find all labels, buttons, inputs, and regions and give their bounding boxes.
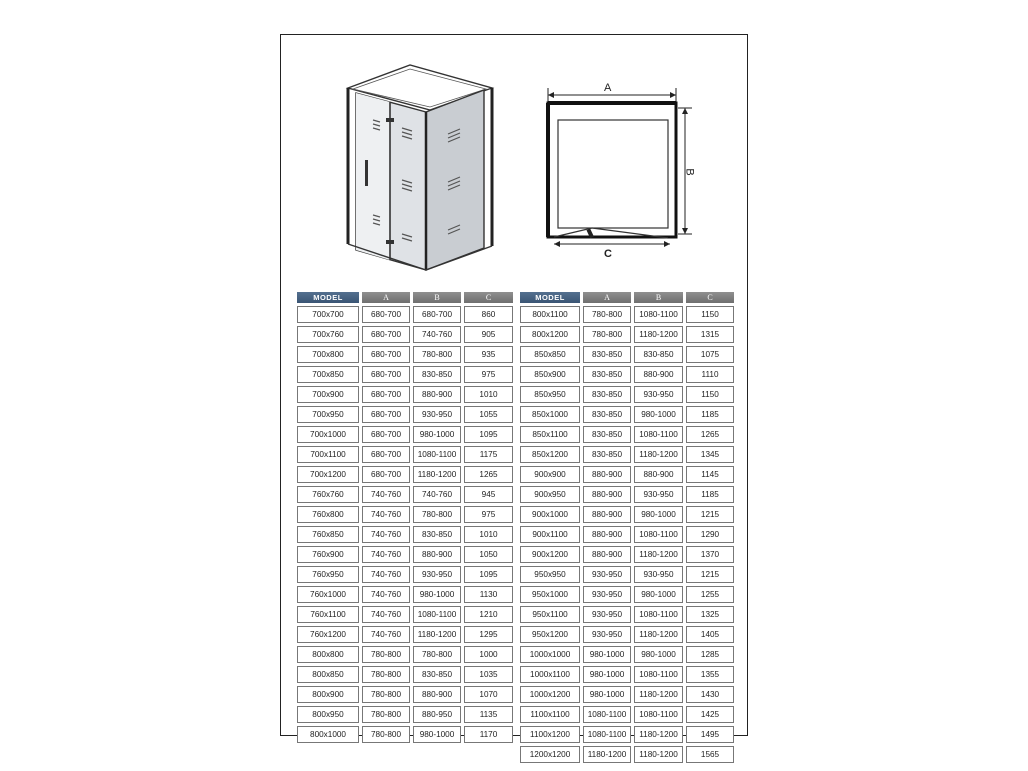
a-cell: 1080-1100 — [583, 706, 631, 723]
a-cell: 830-850 — [583, 406, 631, 423]
table-row — [297, 306, 513, 323]
c-cell: 1055 — [464, 406, 513, 423]
table-row — [297, 646, 513, 663]
a-cell: 830-850 — [583, 346, 631, 363]
b-cell: 930-950 — [634, 566, 683, 583]
b-cell: 880-900 — [413, 686, 461, 703]
c-cell: 1495 — [686, 726, 734, 743]
b-cell: 1080-1100 — [634, 706, 683, 723]
model-cell: 700x800 — [297, 346, 359, 363]
c-cell: 1095 — [464, 566, 513, 583]
model-cell: 760x900 — [297, 546, 359, 563]
table-row — [297, 726, 513, 743]
a-cell: 680-700 — [362, 366, 410, 383]
table-row — [297, 506, 513, 523]
a-cell: 740-760 — [362, 626, 410, 643]
a-cell: 830-850 — [583, 386, 631, 403]
c-cell: 1110 — [686, 366, 734, 383]
c-cell: 1150 — [686, 386, 734, 403]
c-cell: 1185 — [686, 486, 734, 503]
c-cell: 905 — [464, 326, 513, 343]
c-cell: 1010 — [464, 526, 513, 543]
b-cell: 1080-1100 — [413, 606, 461, 623]
model-cell: 800x1000 — [297, 726, 359, 743]
model-cell: 760x800 — [297, 506, 359, 523]
model-cell: 850x850 — [520, 346, 580, 363]
b-cell: 780-800 — [413, 506, 461, 523]
b-cell: 1080-1100 — [634, 606, 683, 623]
a-cell: 1080-1100 — [583, 726, 631, 743]
sizes-table-left — [294, 289, 516, 746]
b-cell: 740-760 — [413, 486, 461, 503]
b-cell: 740-760 — [413, 326, 461, 343]
a-cell: 780-800 — [362, 726, 410, 743]
b-cell: 880-950 — [413, 706, 461, 723]
b-cell: 980-1000 — [634, 406, 683, 423]
table-row — [297, 486, 513, 503]
table-body — [520, 306, 734, 763]
a-cell: 980-1000 — [583, 646, 631, 663]
a-cell: 680-700 — [362, 326, 410, 343]
a-cell: 780-800 — [362, 666, 410, 683]
a-cell: 680-700 — [362, 306, 410, 323]
a-cell: 930-950 — [583, 566, 631, 583]
c-cell: 1255 — [686, 586, 734, 603]
a-cell: 780-800 — [583, 306, 631, 323]
a-cell: 740-760 — [362, 546, 410, 563]
a-cell: 880-900 — [583, 486, 631, 503]
header-a: A — [583, 292, 631, 303]
b-cell: 1180-1200 — [634, 686, 683, 703]
a-cell: 740-760 — [362, 486, 410, 503]
model-cell: 800x1100 — [520, 306, 580, 323]
model-cell: 950x1000 — [520, 586, 580, 603]
b-cell: 880-900 — [413, 546, 461, 563]
header-c: C — [464, 292, 513, 303]
a-cell: 880-900 — [583, 526, 631, 543]
model-cell: 850x950 — [520, 386, 580, 403]
table-row — [520, 646, 734, 663]
b-cell: 1180-1200 — [634, 726, 683, 743]
model-cell: 900x1000 — [520, 506, 580, 523]
header-b: B — [413, 292, 461, 303]
table-body — [297, 306, 513, 743]
a-cell: 680-700 — [362, 466, 410, 483]
model-cell: 700x760 — [297, 326, 359, 343]
model-cell: 950x1100 — [520, 606, 580, 623]
b-cell: 930-950 — [634, 486, 683, 503]
b-cell: 1080-1100 — [634, 666, 683, 683]
table-row — [297, 626, 513, 643]
header-b: B — [634, 292, 683, 303]
c-cell: 1170 — [464, 726, 513, 743]
table-row — [520, 306, 734, 323]
table-row — [520, 366, 734, 383]
header-c: C — [686, 292, 734, 303]
b-cell: 980-1000 — [413, 426, 461, 443]
table-row — [297, 566, 513, 583]
c-cell: 1070 — [464, 686, 513, 703]
table-row — [520, 526, 734, 543]
table-row — [520, 506, 734, 523]
header-model: MODEL — [297, 292, 359, 303]
a-cell: 830-850 — [583, 366, 631, 383]
model-cell: 900x1200 — [520, 546, 580, 563]
a-cell: 680-700 — [362, 446, 410, 463]
model-cell: 900x900 — [520, 466, 580, 483]
a-cell: 740-760 — [362, 606, 410, 623]
model-cell: 800x800 — [297, 646, 359, 663]
a-cell: 980-1000 — [583, 666, 631, 683]
model-cell: 850x1200 — [520, 446, 580, 463]
model-cell: 850x1100 — [520, 426, 580, 443]
table-row — [520, 626, 734, 643]
a-cell: 780-800 — [362, 686, 410, 703]
b-cell: 1180-1200 — [634, 446, 683, 463]
b-cell: 780-800 — [413, 646, 461, 663]
a-cell: 740-760 — [362, 566, 410, 583]
b-cell: 1080-1100 — [634, 526, 683, 543]
a-cell: 930-950 — [583, 586, 631, 603]
model-cell: 850x1000 — [520, 406, 580, 423]
table-row — [520, 746, 734, 763]
c-cell: 1175 — [464, 446, 513, 463]
model-cell: 700x900 — [297, 386, 359, 403]
b-cell: 680-700 — [413, 306, 461, 323]
table-row — [520, 606, 734, 623]
model-cell: 760x950 — [297, 566, 359, 583]
a-cell: 830-850 — [583, 426, 631, 443]
b-cell: 880-900 — [634, 466, 683, 483]
a-cell: 880-900 — [583, 466, 631, 483]
c-cell: 1370 — [686, 546, 734, 563]
a-cell: 680-700 — [362, 406, 410, 423]
table-row — [520, 486, 734, 503]
a-cell: 1180-1200 — [583, 746, 631, 763]
model-cell: 1000x1000 — [520, 646, 580, 663]
c-cell: 1345 — [686, 446, 734, 463]
c-cell: 975 — [464, 506, 513, 523]
c-cell: 1355 — [686, 666, 734, 683]
model-cell: 700x1200 — [297, 466, 359, 483]
b-cell: 930-950 — [634, 386, 683, 403]
c-cell: 1010 — [464, 386, 513, 403]
table-row — [297, 346, 513, 363]
b-cell: 930-950 — [413, 406, 461, 423]
table-row — [297, 686, 513, 703]
c-cell: 1050 — [464, 546, 513, 563]
a-cell: 880-900 — [583, 506, 631, 523]
b-cell: 1180-1200 — [634, 326, 683, 343]
model-cell: 700x1100 — [297, 446, 359, 463]
table-row — [520, 466, 734, 483]
table-row — [297, 326, 513, 343]
b-cell: 980-1000 — [413, 586, 461, 603]
c-cell: 1210 — [464, 606, 513, 623]
a-cell: 740-760 — [362, 586, 410, 603]
b-cell: 1080-1100 — [413, 446, 461, 463]
b-cell: 980-1000 — [634, 586, 683, 603]
c-cell: 935 — [464, 346, 513, 363]
table-header-row — [520, 292, 734, 303]
b-cell: 830-850 — [413, 666, 461, 683]
a-cell: 680-700 — [362, 426, 410, 443]
table-row — [297, 466, 513, 483]
model-cell: 800x950 — [297, 706, 359, 723]
c-cell: 1185 — [686, 406, 734, 423]
model-cell: 1000x1100 — [520, 666, 580, 683]
model-cell: 1200x1200 — [520, 746, 580, 763]
model-cell: 700x950 — [297, 406, 359, 423]
c-cell: 1405 — [686, 626, 734, 643]
a-cell: 830-850 — [583, 446, 631, 463]
table-row — [520, 386, 734, 403]
b-cell: 880-900 — [413, 386, 461, 403]
b-cell: 830-850 — [634, 346, 683, 363]
table-row — [520, 706, 734, 723]
model-cell: 950x1200 — [520, 626, 580, 643]
table-row — [520, 586, 734, 603]
table-row — [520, 426, 734, 443]
b-cell: 830-850 — [413, 526, 461, 543]
dimension-label-a: A — [604, 82, 612, 94]
model-cell: 850x900 — [520, 366, 580, 383]
c-cell: 1565 — [686, 746, 734, 763]
header-model: MODEL — [520, 292, 580, 303]
table-row — [297, 546, 513, 563]
a-cell: 780-800 — [362, 706, 410, 723]
c-cell: 1325 — [686, 606, 734, 623]
model-cell: 950x950 — [520, 566, 580, 583]
table-row — [520, 686, 734, 703]
table-row — [520, 566, 734, 583]
a-cell: 930-950 — [583, 626, 631, 643]
a-cell: 980-1000 — [583, 686, 631, 703]
model-cell: 1100x1200 — [520, 726, 580, 743]
c-cell: 860 — [464, 306, 513, 323]
dimension-label-c: C — [604, 248, 612, 260]
a-cell: 780-800 — [583, 326, 631, 343]
b-cell: 1180-1200 — [634, 546, 683, 563]
c-cell: 1425 — [686, 706, 734, 723]
model-cell: 700x850 — [297, 366, 359, 383]
c-cell: 1145 — [686, 466, 734, 483]
a-cell: 930-950 — [583, 606, 631, 623]
c-cell: 1150 — [686, 306, 734, 323]
shower-enclosure-illustration — [340, 60, 500, 280]
table-row — [520, 346, 734, 363]
table-row — [297, 446, 513, 463]
table-row — [297, 586, 513, 603]
c-cell: 1265 — [464, 466, 513, 483]
table-row — [297, 526, 513, 543]
c-cell: 1135 — [464, 706, 513, 723]
table-row — [297, 386, 513, 403]
c-cell: 1075 — [686, 346, 734, 363]
model-cell: 800x900 — [297, 686, 359, 703]
a-cell: 740-760 — [362, 526, 410, 543]
model-cell: 800x1200 — [520, 326, 580, 343]
table-row — [520, 546, 734, 563]
b-cell: 930-950 — [413, 566, 461, 583]
b-cell: 980-1000 — [634, 646, 683, 663]
c-cell: 1035 — [464, 666, 513, 683]
b-cell: 780-800 — [413, 346, 461, 363]
table-row — [520, 406, 734, 423]
model-cell: 700x700 — [297, 306, 359, 323]
c-cell: 1000 — [464, 646, 513, 663]
a-cell: 880-900 — [583, 546, 631, 563]
c-cell: 975 — [464, 366, 513, 383]
model-cell: 700x1000 — [297, 426, 359, 443]
model-cell: 760x1100 — [297, 606, 359, 623]
c-cell: 945 — [464, 486, 513, 503]
table-row — [520, 666, 734, 683]
c-cell: 1290 — [686, 526, 734, 543]
b-cell: 880-900 — [634, 366, 683, 383]
table-row — [297, 406, 513, 423]
c-cell: 1295 — [464, 626, 513, 643]
model-cell: 1100x1100 — [520, 706, 580, 723]
model-cell: 760x760 — [297, 486, 359, 503]
c-cell: 1215 — [686, 506, 734, 523]
c-cell: 1285 — [686, 646, 734, 663]
table-row — [297, 706, 513, 723]
a-cell: 680-700 — [362, 346, 410, 363]
a-cell: 780-800 — [362, 646, 410, 663]
table-row — [297, 606, 513, 623]
c-cell: 1265 — [686, 426, 734, 443]
a-cell: 680-700 — [362, 386, 410, 403]
table-header-row — [297, 292, 513, 303]
table-row — [520, 726, 734, 743]
dimension-diagram — [540, 78, 700, 268]
b-cell: 1080-1100 — [634, 306, 683, 323]
c-cell: 1095 — [464, 426, 513, 443]
model-cell: 900x950 — [520, 486, 580, 503]
table-row — [520, 326, 734, 343]
table-row — [297, 666, 513, 683]
dimension-label-b: B — [683, 168, 696, 176]
model-cell: 800x850 — [297, 666, 359, 683]
a-cell: 740-760 — [362, 506, 410, 523]
b-cell: 1180-1200 — [413, 466, 461, 483]
b-cell: 1180-1200 — [634, 626, 683, 643]
b-cell: 1180-1200 — [413, 626, 461, 643]
table-row — [520, 446, 734, 463]
table-row — [297, 366, 513, 383]
c-cell: 1430 — [686, 686, 734, 703]
c-cell: 1315 — [686, 326, 734, 343]
b-cell: 1180-1200 — [634, 746, 683, 763]
model-cell: 760x1000 — [297, 586, 359, 603]
b-cell: 980-1000 — [413, 726, 461, 743]
model-cell: 760x1200 — [297, 626, 359, 643]
b-cell: 980-1000 — [634, 506, 683, 523]
header-a: A — [362, 292, 410, 303]
c-cell: 1215 — [686, 566, 734, 583]
model-cell: 1000x1200 — [520, 686, 580, 703]
table-row — [297, 426, 513, 443]
b-cell: 830-850 — [413, 366, 461, 383]
model-cell: 900x1100 — [520, 526, 580, 543]
model-cell: 760x850 — [297, 526, 359, 543]
b-cell: 1080-1100 — [634, 426, 683, 443]
sizes-table-right — [517, 289, 737, 766]
c-cell: 1130 — [464, 586, 513, 603]
